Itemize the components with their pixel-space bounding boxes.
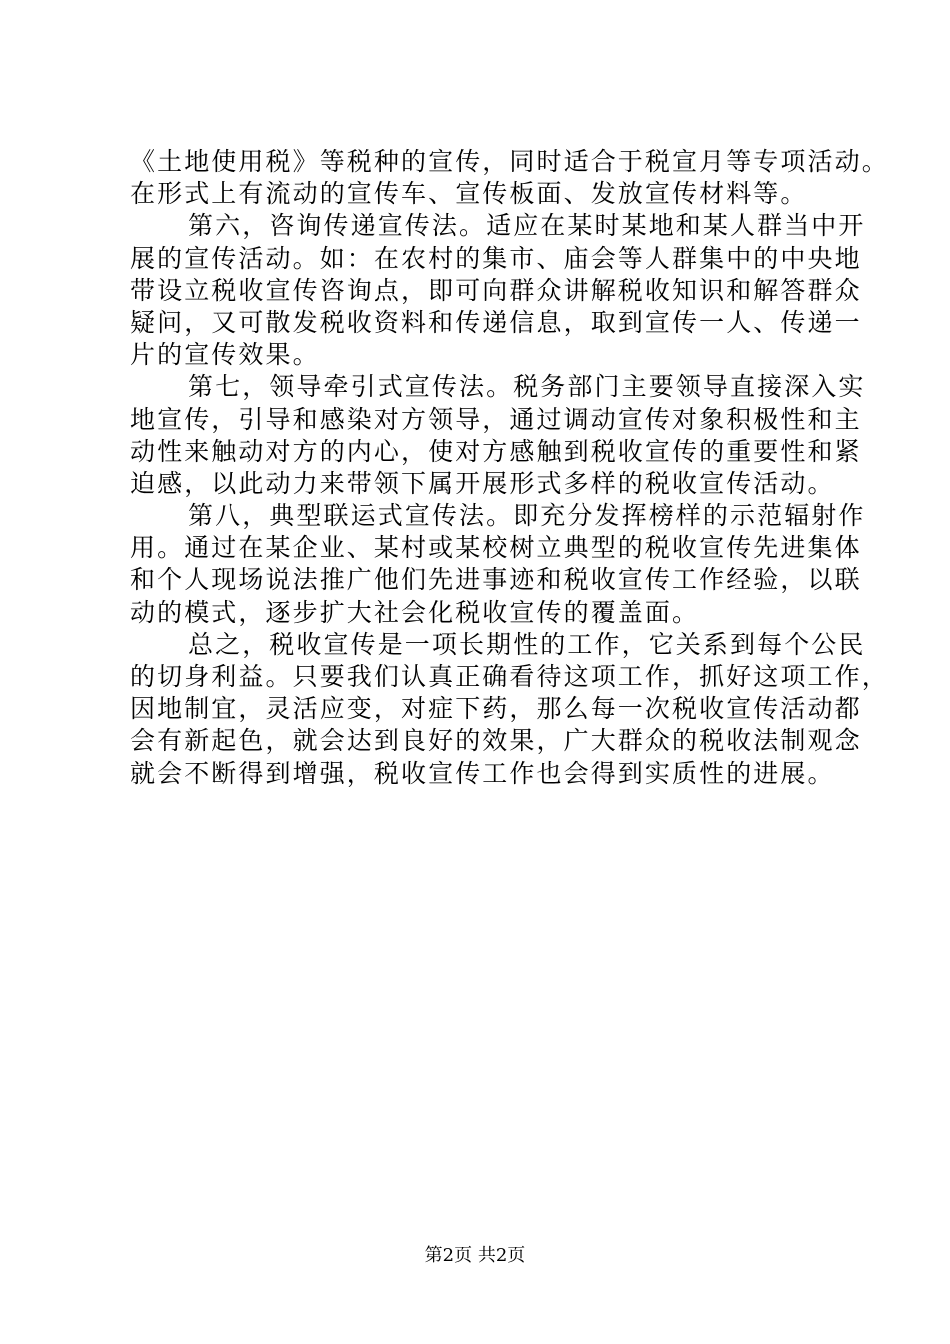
paragraph-line: 第六，咨询传递宣传法。适应在某时某地和某人群当中开 — [188, 211, 866, 241]
paragraph-line: 展的宣传活动。如：在农村的集市、庙会等人群集中的中央地 — [130, 243, 862, 273]
paragraph-line: 带设立税收宣传咨询点，即可向群众讲解税收知识和解答群众 — [130, 275, 862, 305]
paragraph-line: 地宣传，引导和感染对方领导，通过调动宣传对象积极性和主 — [130, 404, 862, 434]
paragraph-line: 用。通过在某企业、某村或某校树立典型的税收宣传先进集体 — [130, 533, 862, 563]
page-footer: 第2页 共2页 — [424, 1245, 526, 1266]
paragraph-line: 动性来触动对方的内心，使对方感触到税收宣传的重要性和紧 — [130, 436, 862, 466]
paragraph-line: 和个人现场说法推广他们先进事迹和税收宣传工作经验，以联 — [130, 565, 862, 595]
paragraph-line: 的切身利益。只要我们认真正确看待这项工作，抓好这项工作， — [130, 662, 889, 691]
paragraph-line: 《土地使用税》等税种的宣传，同时适合于税宣月等专项活动。 — [130, 147, 889, 176]
document-body — [130, 146, 889, 790]
paragraph-line: 疑问，又可散发税收资料和传递信息，取到宣传一人、传递一 — [130, 307, 862, 337]
paragraph-line: 第七，领导牵引式宣传法。税务部门主要领导直接深入实 — [188, 372, 866, 402]
paragraph-line: 会有新起色，就会达到良好的效果，广大群众的税收法制观念 — [130, 726, 862, 756]
paragraph-line: 就会不断得到增强，税收宣传工作也会得到实质性的进展。 — [130, 758, 835, 788]
paragraph-line: 第八，典型联运式宣传法。即充分发挥榜样的示范辐射作 — [188, 501, 866, 531]
paragraph-line: 迫感，以此动力来带领下属开展形式多样的税收宣传活动。 — [130, 468, 835, 498]
paragraph-line: 片的宣传效果。 — [130, 340, 320, 370]
paragraph-line: 总之，税收宣传是一项长期性的工作，它关系到每个公民 — [188, 629, 866, 659]
paragraph-line: 因地制宜，灵活应变，对症下药，那么每一次税收宣传活动都 — [130, 694, 862, 724]
paragraph-line: 动的模式，逐步扩大社会化税收宣传的覆盖面。 — [130, 597, 700, 627]
paragraph-line: 在形式上有流动的宣传车、宣传板面、发放宣传材料等。 — [130, 179, 808, 209]
